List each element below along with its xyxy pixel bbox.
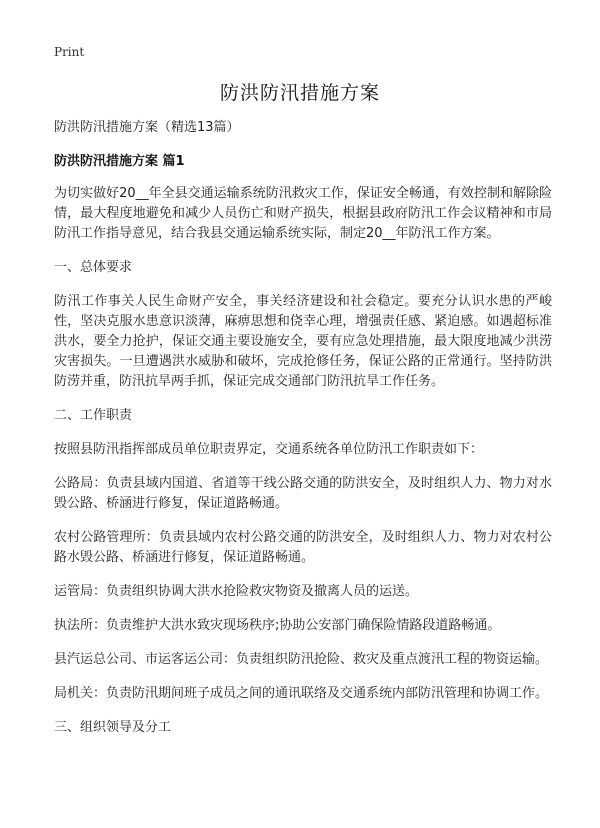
intro-paragraph: 为切实做好20__年全县交通运输系统防汛救灾工作，保证安全畅通，有效控制和解除险情，最大程度地避免和减少人员伤亡和财产损失，根据县政府防汛工作会议精神和市局防汛工作指导意见，结合我县交通运输系统实际，制定20__年防汛工作方案。: [54, 186, 552, 241]
duties-intro-paragraph: 按照县防汛指挥部成员单位职责界定，交通系统各单位防汛工作职责如下：: [54, 442, 484, 457]
heading-work-duties: 二、工作职责: [54, 408, 133, 423]
document-title: 防洪防汛措施方案: [219, 82, 380, 104]
section-heading: 防洪防汛措施方案 篇1: [54, 154, 185, 169]
duty-bureau-office: 局机关：负责防汛期间班子成员之间的通讯联络及交通系统内部防汛管理和协调工作。: [54, 686, 549, 701]
duty-transport-bureau: 运管局：负责组织协调大洪水抢险救灾物资及撤离人员的运送。: [54, 584, 419, 599]
document-subtitle: 防洪防汛措施方案（精选13篇）: [54, 120, 240, 135]
heading-organization: 三、组织领导及分工: [54, 720, 172, 735]
print-link[interactable]: Print: [54, 45, 85, 59]
duty-bus-companies: 县汽运总公司、市运客运公司：负责组织防汛抢险、救灾及重点渡汛工程的物资运输。: [54, 652, 549, 667]
general-requirements-paragraph: 防汛工作事关人民生命财产安全，事关经济建设和社会稳定。要充分认识水患的严峻性，坚决克服水患意识淡薄，麻痹思想和侥幸心理，增强责任感、紧迫感。如遇超标准洪水，要全力抢护，保证交通主要设施安全，要有应急处理措施，最大限度地减少洪涝灾害损失。一旦遭遇洪水威胁和破坏，完成抢修任务，保证公路的正常通行。坚持防洪防涝并重，防汛抗旱两手抓，保证完成交通部门防汛抗旱工作任务。: [54, 294, 552, 389]
duty-rural-road-office: 农村公路管理所：负责县域内农村公路交通的防洪安全，及时组织人力、物力对农村公路水毁公路、桥涵进行修复，保证道路畅通。: [54, 530, 552, 565]
duty-enforcement-office: 执法所：负责维护大洪水致灾现场秩序;协助公安部门确保险情路段道路畅通。: [54, 618, 501, 633]
duty-highway-bureau: 公路局：负责县域内国道、省道等干线公路交通的防洪安全，及时组织人力、物力对水毁公路、桥涵进行修复，保证道路畅通。: [54, 476, 552, 511]
heading-general-requirements: 一、总体要求: [54, 260, 133, 275]
document-body: [54, 118, 552, 752]
